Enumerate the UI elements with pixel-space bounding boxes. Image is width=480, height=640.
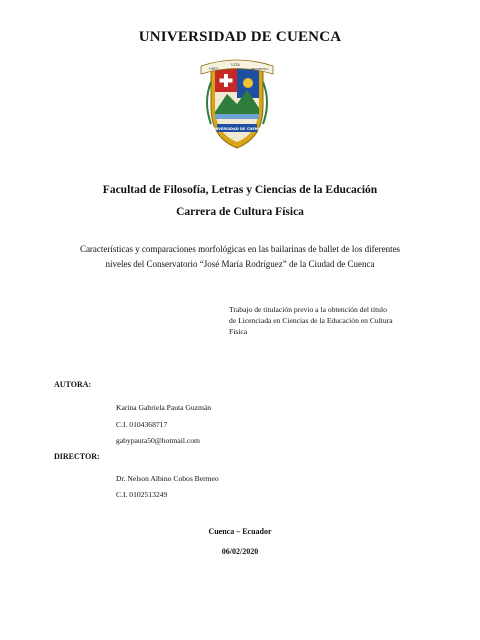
location: Cuenca – Ecuador	[208, 527, 272, 536]
thesis-title	[70, 242, 410, 272]
author-email: gabypauta50@hotmail.com	[116, 436, 200, 445]
author-name: Karina Gabriela Pauta Guzmán	[116, 403, 212, 412]
director-label: DIRECTOR:	[54, 452, 100, 461]
faculty-name: Facultad de Filosofía, Letras y Ciencias de la Educación	[102, 184, 378, 196]
university-crest-icon	[197, 52, 277, 152]
degree-statement-line-2: de Licenciada en Ciencias de la Educación en Cultura	[229, 316, 393, 325]
degree-statement	[229, 304, 424, 337]
crest-banner: UNIVERSIDAD DE CUENCA	[210, 127, 264, 131]
crest-motto-center: VITA	[231, 63, 240, 67]
director-name: Dr. Nelson Albino Cobos Bermeo	[116, 474, 219, 483]
thesis-title-line-2: niveles del Conservatorio “José María Rodríguez” de la Ciudad de Cuenca	[105, 259, 375, 269]
date: 06/02/2020	[221, 547, 259, 556]
career-name: Carrera de Cultura Física	[176, 206, 304, 218]
crest-motto-left: FIDES	[209, 67, 219, 71]
university-title: UNIVERSIDAD DE CUENCA	[138, 29, 342, 45]
thesis-title-line-1: Características y comparaciones morfológicas en las bailarinas de ballet de los diferentes	[79, 244, 401, 254]
crest-motto-right: PRUDENTIA	[251, 67, 269, 71]
author-id: C.I. 0104368717	[116, 420, 168, 429]
author-label: AUTORA:	[54, 380, 92, 389]
degree-statement-line-3: Física	[229, 327, 248, 336]
director-id: C.I. 0102513249	[116, 490, 168, 499]
degree-statement-line-1: Trabajo de titulación previo a la obtención del título	[229, 305, 387, 314]
